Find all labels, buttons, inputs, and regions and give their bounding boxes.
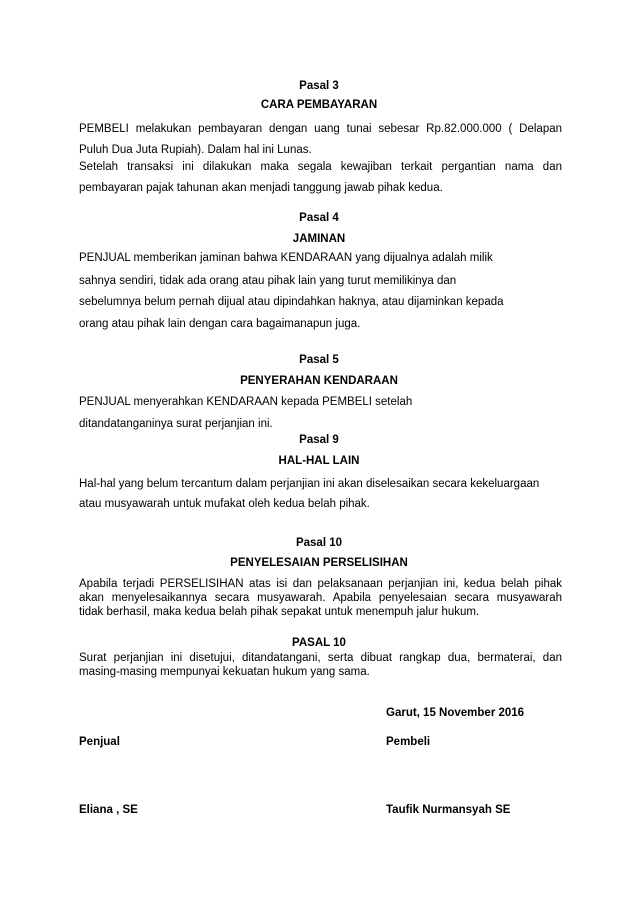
pasal5-line-2: ditandatanganinya surat perjanjian ini. <box>79 418 273 430</box>
pasal5-line-1: PENJUAL menyerahkan KENDARAAN kepada PEMBELI setelah <box>79 396 413 408</box>
pasal9-line-1: Hal-hal yang belum tercantum dalam perjanjian ini akan diselesaikan secara kekeluargaan <box>79 478 540 490</box>
pasal10b-line-2: masing-masing mempunyai kekuatan hukum yang sama. <box>79 666 370 678</box>
pasal4-line-3: sebelumnya belum pernah dijual atau dipindahkan haknya, atau dijaminkan kepada <box>79 296 504 308</box>
pasal3-number: Pasal 3 <box>299 80 339 92</box>
pasal5-title: PENYERAHAN KENDARAAN <box>240 375 398 387</box>
pasal3-line-1: PEMBELI melakukan pembayaran dengan uang tunai sebesar Rp.82.000.000 ( Delapan <box>79 123 562 135</box>
place-date: Garut, 15 November 2016 <box>386 707 525 719</box>
pasal3-line-4: pembayaran pajak tahunan akan menjadi tanggung jawab pihak kedua. <box>79 182 443 194</box>
pasal4-line-2: sahnya sendiri, tidak ada orang atau pihak lain yang turut memilikinya dan <box>79 275 457 287</box>
pasal10-title: PENYELESAIAN PERSELISIHAN <box>230 557 408 569</box>
buyer-name: Taufik Nurmansyah SE <box>386 804 511 816</box>
pasal4-line-1: PENJUAL memberikan jaminan bahwa KENDARAAN yang dijualnya adalah milik <box>79 252 493 264</box>
pasal4-line-4: orang atau pihak lain dengan cara bagaimanapun juga. <box>79 318 361 330</box>
pasal10-line-3: tidak berhasil, maka kedua belah pihak sepakat untuk menempuh jalur hukum. <box>79 606 480 618</box>
pasal9-title: HAL-HAL LAIN <box>278 455 360 467</box>
pasal3-line-2: Puluh Dua Juta Rupiah). Dalam hal ini Lunas. <box>79 144 312 156</box>
pasal4-number: Pasal 4 <box>299 212 339 224</box>
pasal3-title: CARA PEMBAYARAN <box>260 99 378 111</box>
seller-label: Penjual <box>79 736 120 748</box>
pasal5-number: Pasal 5 <box>299 354 339 366</box>
pasal10b-line-1: Surat perjanjian ini disetujui, ditandatangani, serta dibuat rangkap dua, bermaterai, dan <box>79 652 562 664</box>
pasal4-title: JAMINAN <box>292 233 346 245</box>
pasal10-line-2: akan menyelesaikannya secara musyawarah. Apabila penyelesaian secara musyawarah <box>79 592 562 604</box>
pasal10-number: Pasal 10 <box>295 537 343 549</box>
pasal3-line-3: Setelah transaksi ini dilakukan maka segala kewajiban terkait pergantian nama dan <box>79 161 562 173</box>
pasal10b-number: PASAL 10 <box>292 637 346 649</box>
buyer-label: Pembeli <box>386 736 431 748</box>
seller-name: Eliana , SE <box>79 804 138 816</box>
pasal10-line-1: Apabila terjadi PERSELISIHAN atas isi dan pelaksanaan perjanjian ini, kedua belah pihak <box>79 578 562 590</box>
pasal9-number: Pasal 9 <box>299 434 339 446</box>
pasal9-line-2: atau musyawarah untuk mufakat oleh kedua belah pihak. <box>79 498 370 510</box>
